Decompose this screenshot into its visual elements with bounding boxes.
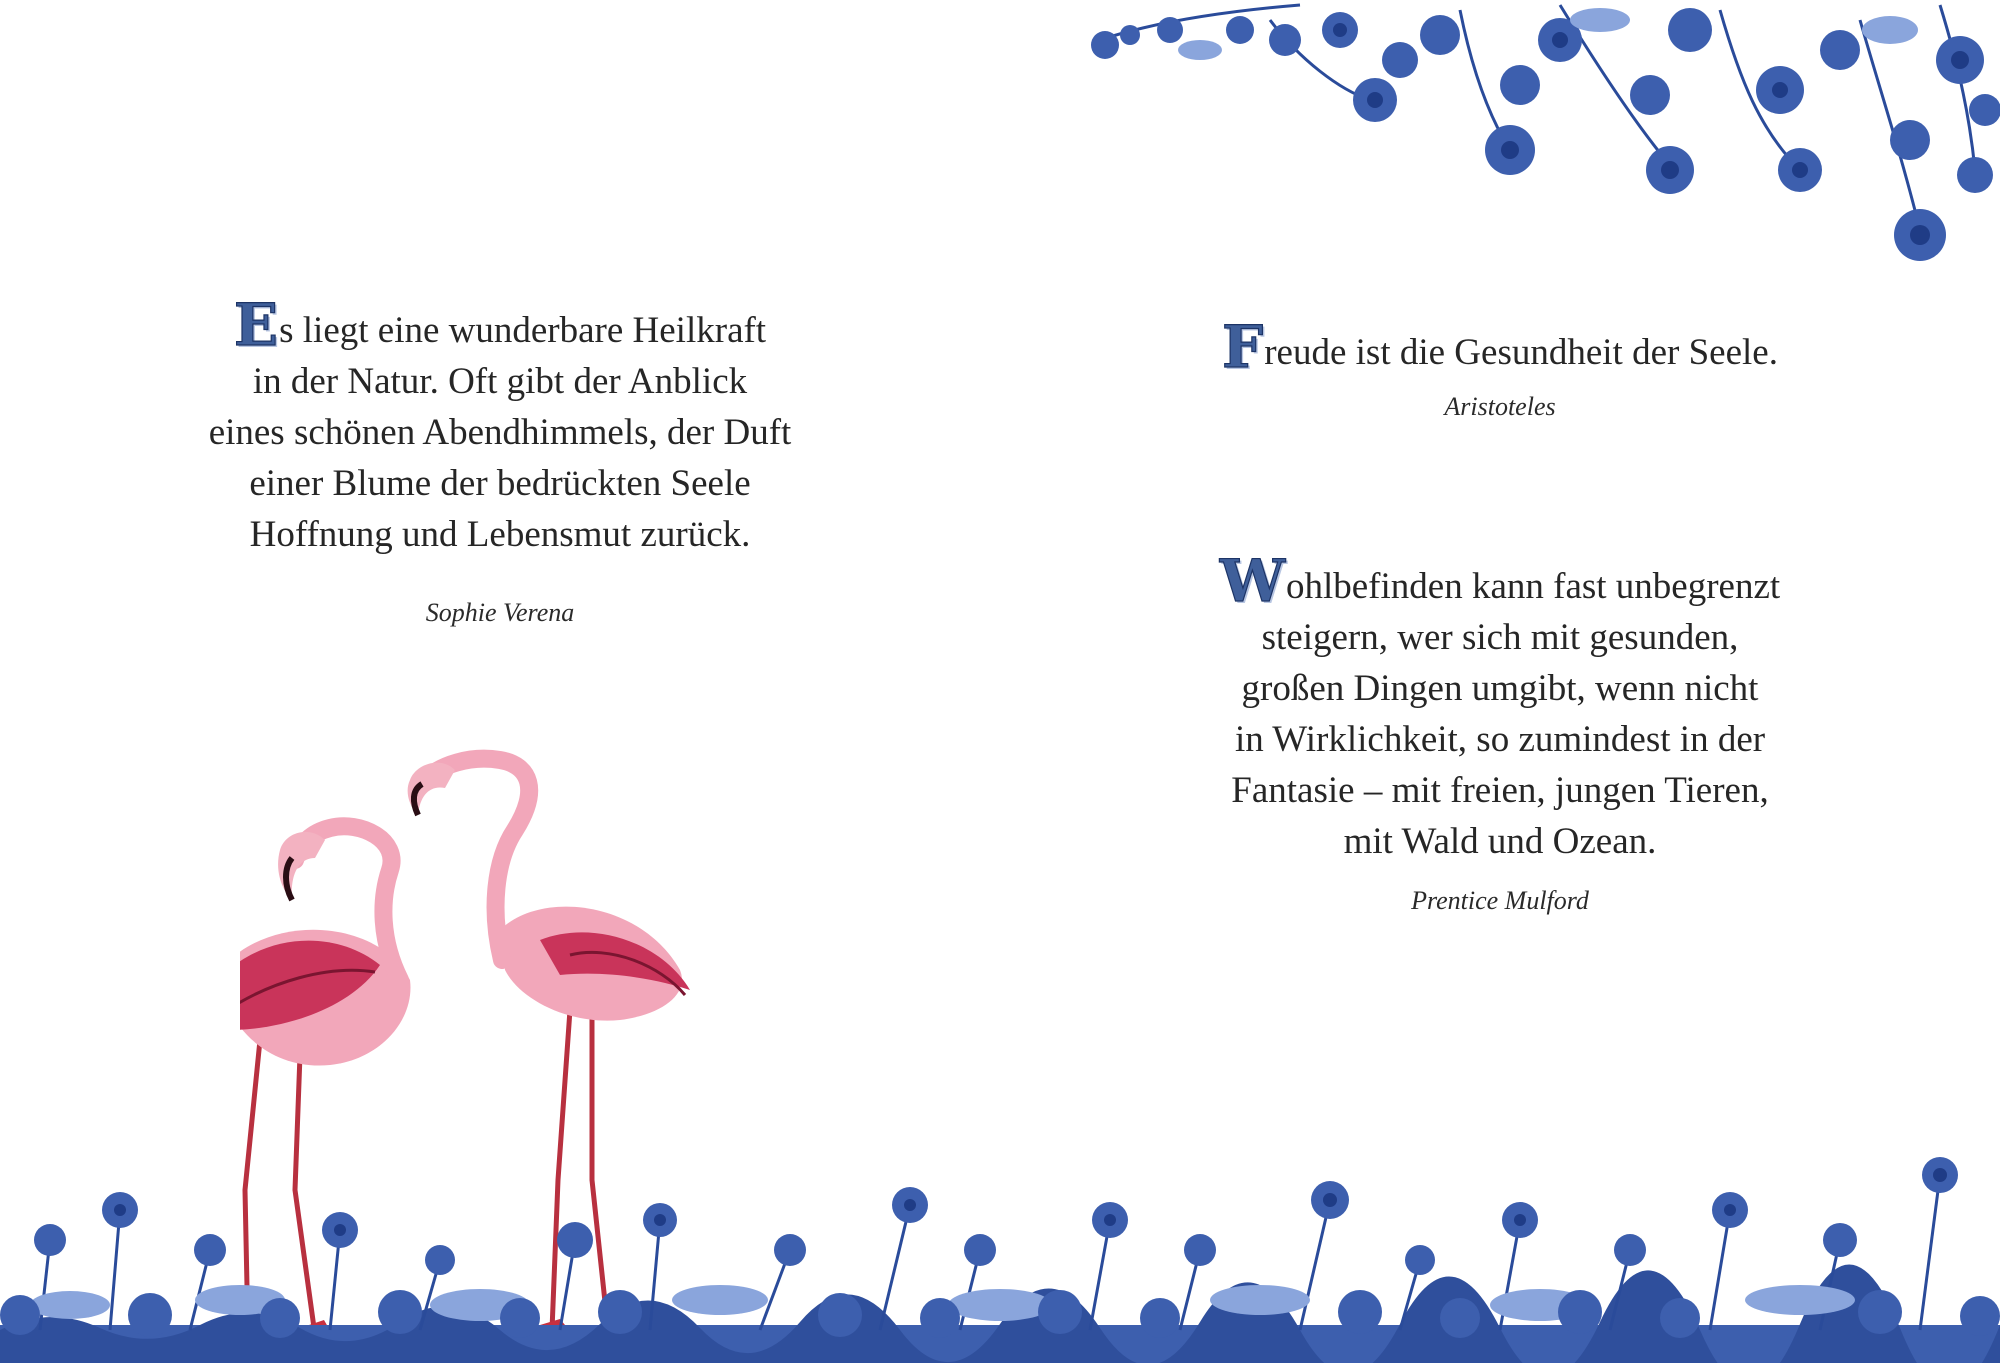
quote-first-line: Es liegt eine wunderbare Heilkraft [233, 291, 767, 359]
quote-author: Prentice Mulford [1411, 886, 1589, 915]
quote-line: großen Dingen umgibt, wenn nicht [1241, 668, 1759, 709]
quote-line: Fantasie – mit freien, jungen Tieren, [1231, 770, 1769, 811]
quote-line: mit Wald und Ozean. [1343, 821, 1657, 862]
quote-prentice-mulford [1130, 547, 1870, 867]
quote-line: eines schönen Abendhimmels, der Duft [208, 412, 792, 453]
quote-first-line: Freude ist die Gesundheit der Seele. [1222, 313, 1778, 381]
decorative-initial: F [1222, 313, 1264, 381]
quote-line: steigern, wer sich mit gesunden, [1261, 617, 1739, 658]
quote-line: Hoffnung und Lebensmut zurück. [249, 514, 751, 555]
quote-sophie-verena [150, 291, 850, 560]
quote-line: einer Blume der bedrückten Seele [249, 463, 751, 504]
quote-line: in der Natur. Oft gibt der Anblick [252, 361, 748, 402]
hanging-blue-flowers-illustration [1040, 0, 2000, 270]
decorative-initial: E [233, 291, 279, 359]
quote-first-line: Wohlbefinden kann fast unbegrenzt [1219, 547, 1781, 615]
blue-wildflower-border-illustration [0, 1100, 2000, 1363]
quote-author: Sophie Verena [425, 598, 575, 627]
quote-aristoteles [1150, 313, 1850, 381]
decorative-initial: W [1219, 547, 1285, 615]
quote-line: in Wirklichkeit, so zumindest in der [1234, 719, 1766, 760]
quote-author: Aristoteles [1444, 392, 1556, 421]
